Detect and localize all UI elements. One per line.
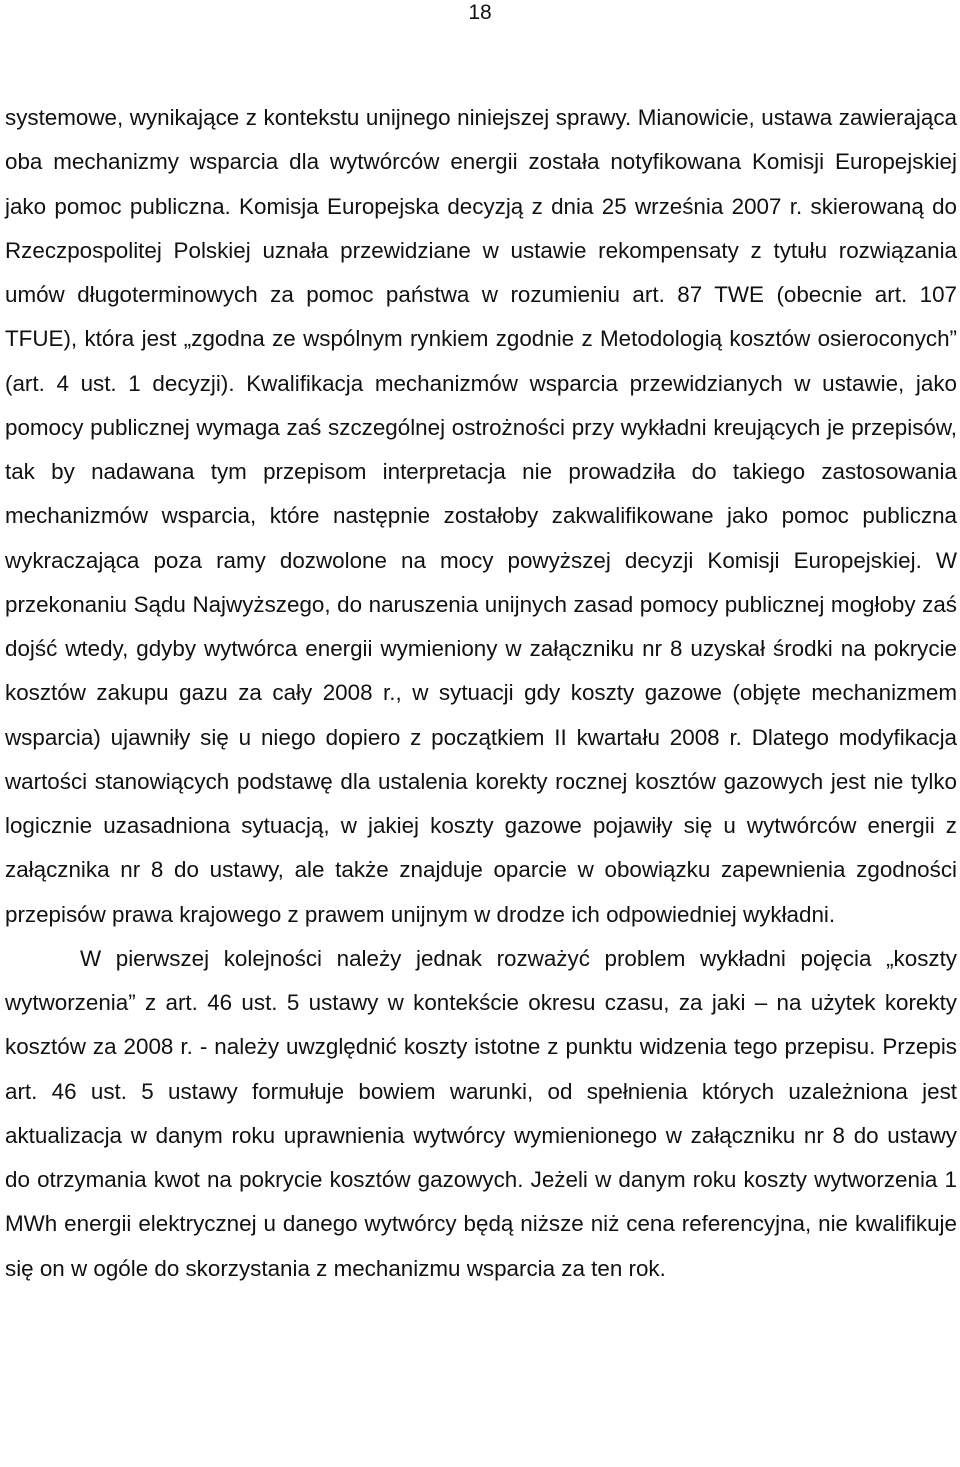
paragraph-continuation: systemowe, wynikające z kontekstu unijnego niniejszej sprawy. Mianowicie, ustawa zawierająca oba mechanizmy wsparcia dla wytwórców energii została notyfikowana Komisji Europejskiej jako pomoc publiczna. Komisja Europejska decyzją z dnia 25 września 2007 r. skierowaną do Rzeczpospolitej Polskiej uznała przewidziane w ustawie rekompensaty z tytułu rozwiązania umów długoterminowych za pomoc państwa w rozumieniu art. 87 TWE (obecnie art. 107 TFUE), która jest „zgodna ze wspólnym rynkiem zgodnie z Metodologią kosztów osieroconych” (art. 4 ust. 1 decyzji). Kwalifikacja mechanizmów wsparcia przewidzianych w ustawie, jako pomocy publicznej wymaga zaś szczególnej ostrożności przy wykładni kreujących je przepisów, tak by nadawana tym przepisom interpretacja nie prowadziła do takiego zastosowania mechanizmów wsparcia, które następnie zostałoby zakwalifikowane jako pomoc publiczna wykraczająca poza ramy dozwolone na mocy powyższej decyzji Komisji Europejskiej. W przekonaniu Sądu Najwyższego, do naruszenia unijnych zasad pomocy publicznej mogłoby zaś dojść wtedy, gdyby wytwórca energii wymieniony w załączniku nr 8 uzyskał środki na pokrycie kosztów zakupu gazu za cały 2008 r., w sytuacji gdy koszty gazowe (objęte mechanizmem wsparcia) ujawniły się u niego dopiero z początkiem II kwartału 2008 r. Dlatego modyfikacja wartości stanowiących podstawę dla ustalenia korekty rocznej kosztów gazowych jest nie tylko logicznie uzasadniona sytuacją, w jakiej koszty gazowe pojawiły się u wytwórców energii z załącznika nr 8 do ustawy, ale także znajduje oparcie w obowiązku zapewnienia zgodności przepisów prawa krajowego z prawem unijnym w drodze ich odpowiedniej wykładni. [5,105,957,927]
paragraph-cost-of-production: W pierwszej kolejności należy jednak rozważyć problem wykładni pojęcia „koszty wytworzenia” z art. 46 ust. 5 ustawy w kontekście okresu czasu, za jaki – na użytek korekty kosztów za 2008 r. - należy uwzględnić koszty istotne z punktu widzenia tego przepisu. Przepis art. 46 ust. 5 ustawy formułuje bowiem warunki, od spełnienia których uzależniona jest aktualizacja w danym roku uprawnienia wytwórcy wymienionego w załączniku nr 8 do ustawy do otrzymania kwot na pokrycie kosztów gazowych. Jeżeli w danym roku koszty wytworzenia 1 MWh energii elektrycznej u danego wytwórcy będą niższe niż cena referencyjna, nie kwalifikuje się on w ogóle do skorzystania z mechanizmu wsparcia za ten rok. [5,945,957,1281]
page-number: 18 [468,1,492,24]
document-body [5,96,957,1291]
